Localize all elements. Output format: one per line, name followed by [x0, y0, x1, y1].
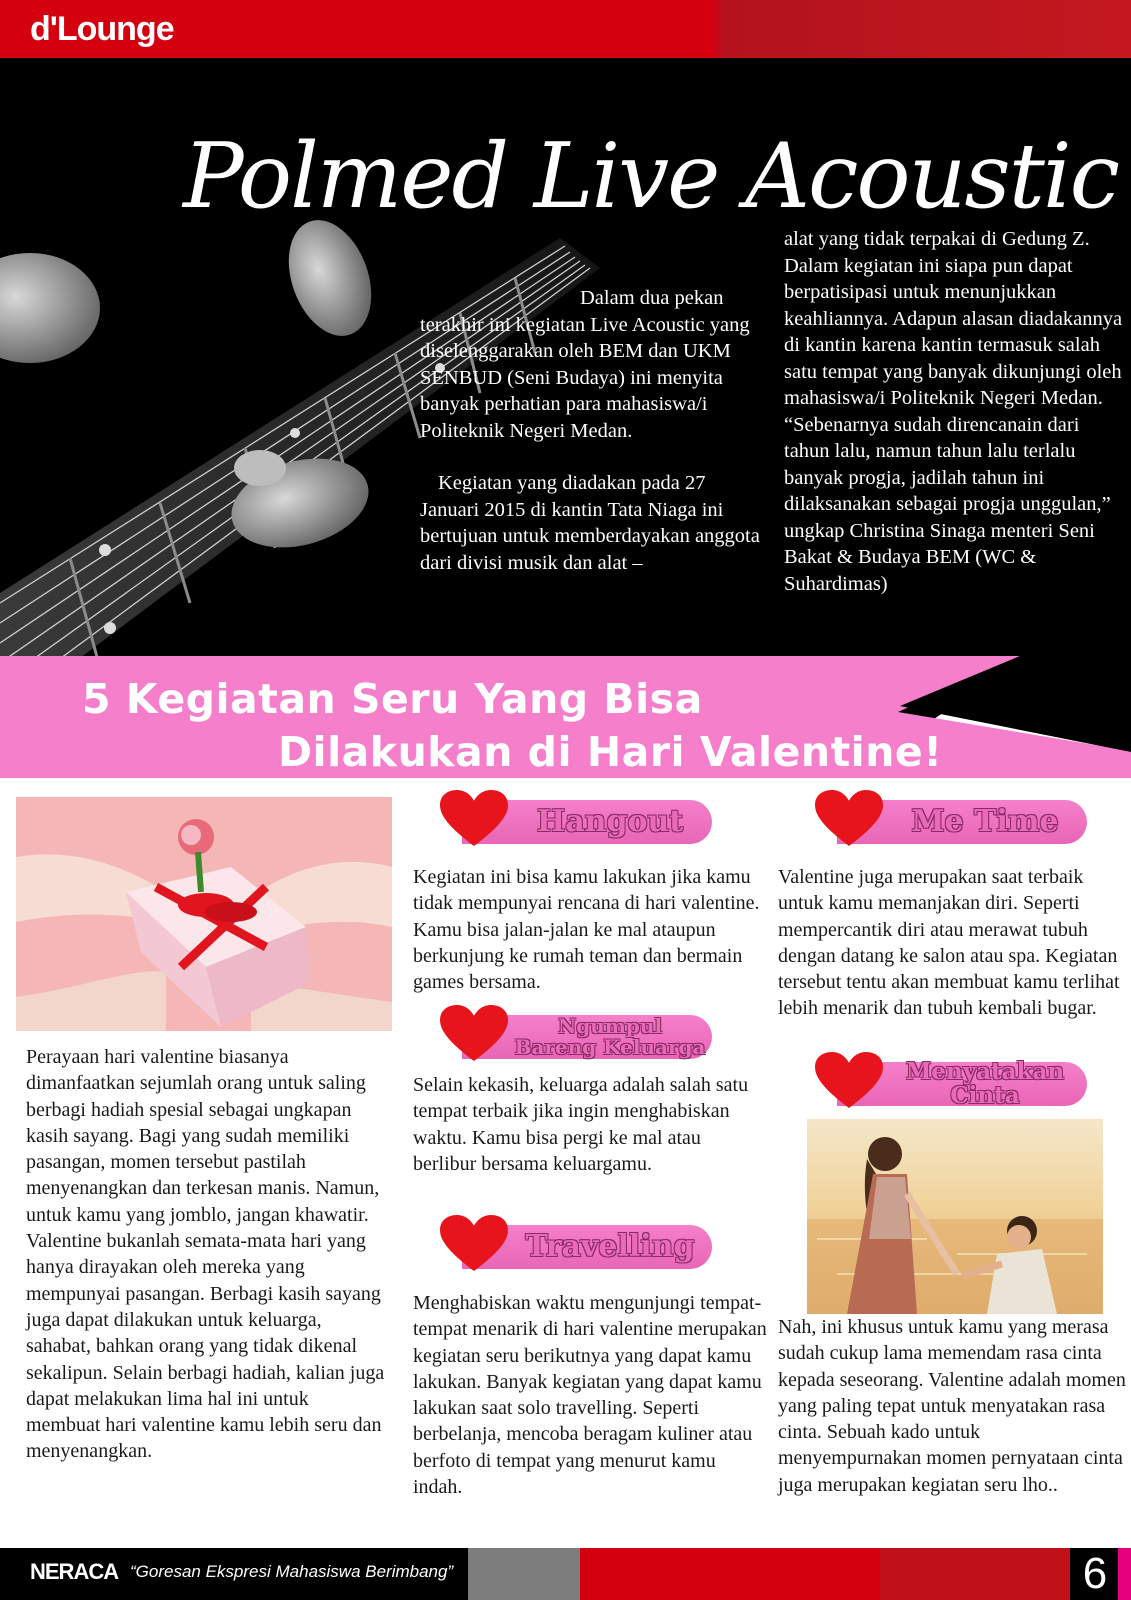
heart-icon	[440, 1215, 508, 1273]
heading-ngumpul	[440, 1005, 710, 1061]
hero-paragraph-2: Kegiatan yang diadakan pada 27 Januari 2015 di kantin Tata Niaga ini bertujuan untuk memberdayakan anggota dari divisi musik dan alat –	[420, 472, 760, 574]
heading-menyatakan-cinta	[815, 1052, 1085, 1108]
heading-label	[510, 1015, 710, 1059]
heading-label-line-1: Menyatakan	[905, 1057, 1065, 1085]
me-time-text: Valentine juga merupakan saat terbaik untuk kamu memanjakan diri. Seperti mempercantik diri atau merawat tubuh dengan datang ke salon atau spa. Kegiatan tersebut tentu akan membuat kamu terlihat lebih menarik dan tubuh kembali bugar.	[778, 866, 1120, 1020]
heading-label: Me Time	[911, 804, 1059, 840]
heading-label: Travelling	[525, 1229, 695, 1265]
hero-article-column-2: alat yang tidak terpakai di Gedung Z. Dalam kegiatan ini siapa pun dapat berpatisipasi untuk menunjukkan keahliannya. Adapun alasan diadakannya di kantin karena kantin termasuk salah satu tempat yang banyak dikunjungi oleh mahasiswa/i Politeknik Negeri Medan. “Sebenarnya sudah direncanain dari tahun lalu, namun tahun lalu terlalu banyak progja, jadilah tahun ini dilaksanakan sebagai progja unggulan,” ungkap Christina Sinaga menteri Seni Bakat & Budaya BEM (WC & Suhardimas)	[784, 228, 1123, 595]
hero-article-column-1	[420, 285, 760, 576]
article-title: Polmed Live Acoustic	[183, 124, 1119, 229]
page-number: 6	[1082, 1549, 1108, 1598]
heading-hangout	[440, 790, 710, 846]
heading-label-line-2: Bareng Keluarga	[514, 1035, 706, 1059]
footer-stripe-pink	[1118, 1548, 1131, 1600]
hangout-text: Kegiatan ini bisa kamu lakukan jika kamu tidak mempunyai rencana di hari valentine. Kamu bisa jalan-jalan ke mal ataupun berkunjung ke rumah teman dan bermain games bersama.	[413, 866, 760, 994]
heading-label-line-2: Cinta	[950, 1082, 1020, 1109]
heart-icon	[440, 790, 508, 848]
heart-icon	[815, 790, 883, 848]
ngumpul-text: Selain kekasih, keluarga adalah salah satu tempat terbaik jika ingin menghabiskan waktu. Kamu bisa pergi ke mal atau berlibur bersama keluargamu.	[413, 1074, 749, 1175]
heart-icon	[815, 1052, 883, 1110]
hero-paragraph-1: Dalam dua pekan terakhir ini kegiatan Live Acoustic yang diselenggarakan oleh BEM dan UKM SENBUD (Seni Budaya) ini menyita banyak perhatian para mahasiswa/i Politeknik Negeri Medan.	[420, 287, 750, 442]
section-label: d'Lounge	[30, 10, 174, 48]
travelling-text: Menghabiskan waktu mengunjungi tempat-tempat menarik di hari valentine merupakan kegiatan seru berikutnya yang dapat kamu lakukan. Banyak kegiatan yang dapat kamu lakukan saat solo travelling. Seperti berbelanja, mencoba beragam kuliner atau berfoto di tempat yang menurut kamu indah.	[413, 1292, 767, 1499]
footer-brand: NERACA	[30, 1559, 119, 1584]
heading-label: Hangout	[536, 804, 684, 840]
heading-me-time	[815, 790, 1085, 846]
valentine-intro-text: Perayaan hari valentine biasanya dimanfaatkan sejumlah orang untuk saling berbagi hadiah spesial sebagai ungkapan kasih sayang. Bagi yang sudah memiliki pasangan, momen tersebut pastilah menyenangkan dan terkesan manis. Namun, untuk kamu yang jomblo, jangan khawatir. Valentine bukanlah semata-mata hari yang hanya dirayakan oleh mereka yang mempunyai pasangan. Berbagi kasih sayang juga dapat dilakukan untuk keluarga, sahabat, bahkan orang yang tidak dikenal sekalipun. Selain berbagi hadiah, kalian juga dapat melakukan lima hal ini untuk membuat hari valentine kamu lebih seru dan menyenangkan.	[26, 1046, 385, 1463]
heading-label-line-1: Ngumpul	[557, 1014, 663, 1038]
heading-travelling	[440, 1215, 710, 1271]
heading-label	[885, 1057, 1085, 1109]
menyatakan-cinta-text: Nah, ini khusus untuk kamu yang merasa sudah cukup lama memendam rasa cinta kepada seseorang. Valentine adalah momen yang paling tepat untuk menyatakan rasa cinta. Sebuah kado untuk menyempurnakan momen pernyataan cinta juga merupakan kegiatan seru lho..	[778, 1316, 1126, 1496]
banner-title-line-2: Dilakukan di Hari Valentine!	[278, 728, 943, 776]
footer-stripe-red	[580, 1548, 880, 1600]
heart-icon	[440, 1005, 508, 1063]
banner-title-line-1: 5 Kegiatan Seru Yang Bisa	[82, 675, 703, 723]
gift-photo	[16, 797, 392, 1031]
couple-photo	[807, 1119, 1103, 1314]
footer-stripe-gray	[468, 1548, 580, 1600]
footer-stripe-dark-red	[880, 1548, 1070, 1600]
footer-tagline: “Goresan Ekspresi Mahasiswa Berimbang”	[130, 1562, 454, 1581]
